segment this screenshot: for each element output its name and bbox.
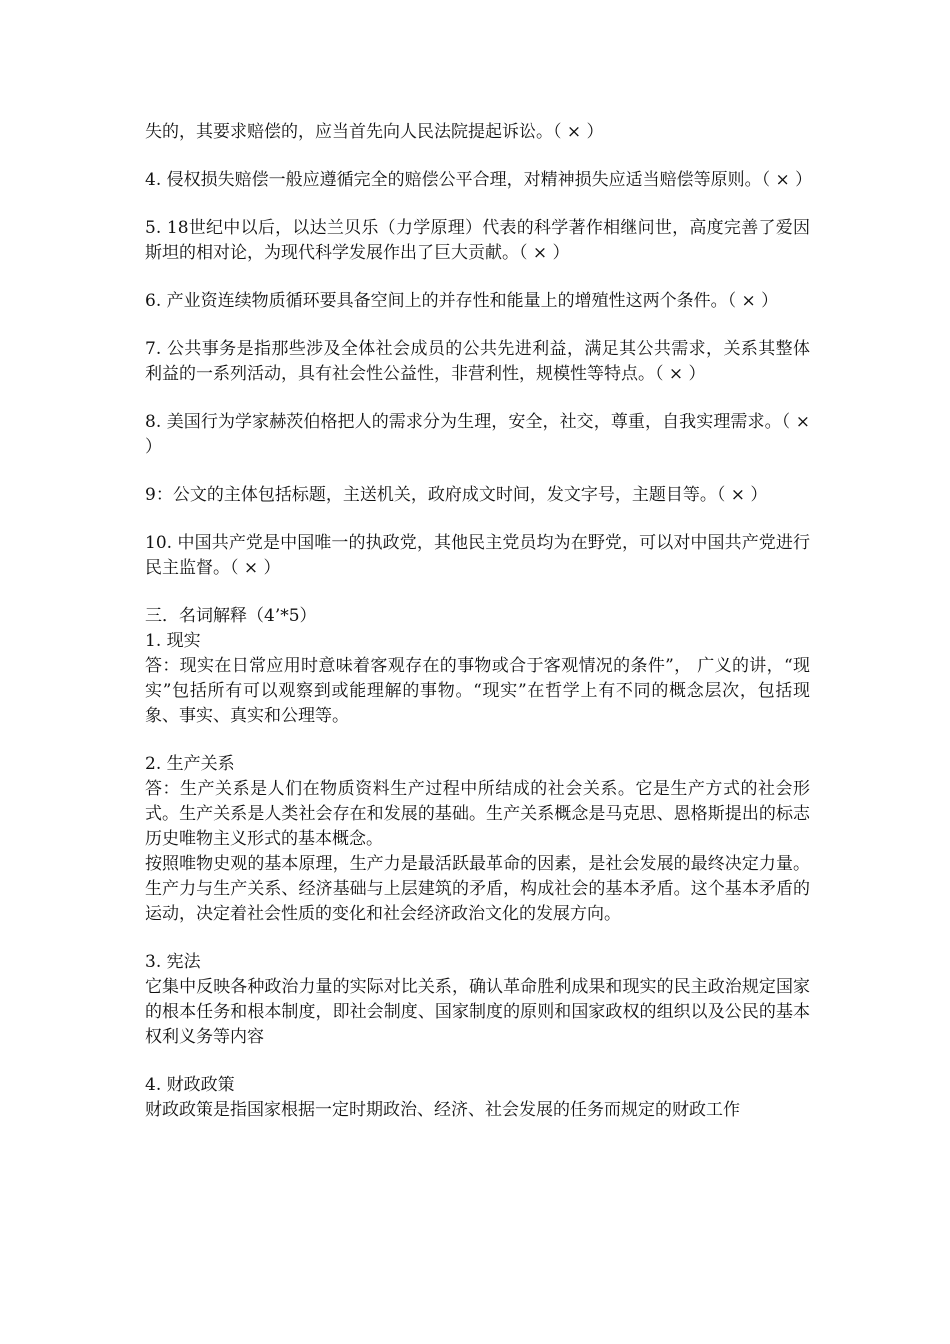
section-title-glossary: 三．名词解释（4’*5）: [145, 606, 317, 626]
term-body-fiscal-policy: 财政政策是指国家根据一定时期政治、经济、社会发展的任务而规定的财政工作: [145, 1100, 740, 1120]
truefalse-item-8: 8. 美国行为学家赫茨伯格把人的需求分为生理，安全，社交，尊重，自我实理需求。（ × ）: [145, 412, 810, 457]
term-body-production-relations: 答：生产关系是人们在物质资料生产过程中所结成的社会关系。它是生产方式的社会形式。生产关系是人类社会存在和发展的基础。生产关系概念是马克思、恩格斯提出的标志历史唯物主义形式的基本概念。: [145, 779, 810, 849]
document-page: [145, 120, 813, 1123]
truefalse-item-3-continued: 失的，其要求赔偿的，应当首先向人民法院提起诉讼。（ × ）: [145, 122, 604, 142]
term-title-production-relations: 2. 生产关系: [145, 754, 235, 774]
truefalse-item-5: 5. 18世纪中以后，以达兰贝乐（力学原理）代表的科学著作相继问世，高度完善了爱因斯坦的相对论，为现代科学发展作出了巨大贡献。（ × ）: [145, 218, 810, 263]
truefalse-item-7: 7. 公共事务是指那些涉及全体社会成员的公共先进利益，满足其公共需求，关系其整体利益的一系列活动，具有社会性公益性，非营利性，规模性等特点。（ × ）: [145, 339, 810, 384]
term-title-reality: 1. 现实: [145, 631, 201, 651]
term-body-reality: 答：现实在日常应用时意味着客观存在的事物或合于客观情况的条件”， 广义的讲，“现实”包括所有可以观察到或能理解的事物。“现实”在哲学上有不同的概念层次，包括现象、事实、真实和公理等。: [145, 656, 810, 726]
truefalse-item-6: 6. 产业资连续物质循环要具备空间上的并存性和能量上的增殖性这两个条件。（ × ）: [145, 291, 779, 311]
truefalse-item-9: 9：公文的主体包括标题，主送机关，政府成文时间，发文字号，主题目等。（ × ）: [145, 485, 768, 505]
term-body-constitution: 它集中反映各种政治力量的实际对比关系，确认革命胜利成果和现实的民主政治规定国家的根本任务和根本制度，即社会制度、国家制度的原则和国家政权的组织以及公民的基本权利义务等内容: [145, 977, 810, 1047]
term-title-constitution: 3. 宪法: [145, 952, 201, 972]
term-body-production-relations-2: 按照唯物史观的基本原理，生产力是最活跃最革命的因素，是社会发展的最终决定力量。生产力与生产关系、经济基础与上层建筑的矛盾，构成社会的基本矛盾。这个基本矛盾的运动，决定着社会性质的变化和社会经济政治文化的发展方向。: [145, 854, 810, 924]
term-title-fiscal-policy: 4. 财政政策: [145, 1075, 235, 1095]
truefalse-item-10: 10. 中国共产党是中国唯一的执政党，其他民主党员均为在野党，可以对中国共产党进行民主监督。（ × ）: [145, 533, 810, 578]
truefalse-item-4: 4. 侵权损失赔偿一般应遵循完全的赔偿公平合理，对精神损失应适当赔偿等原则。（ × ）: [145, 170, 813, 190]
